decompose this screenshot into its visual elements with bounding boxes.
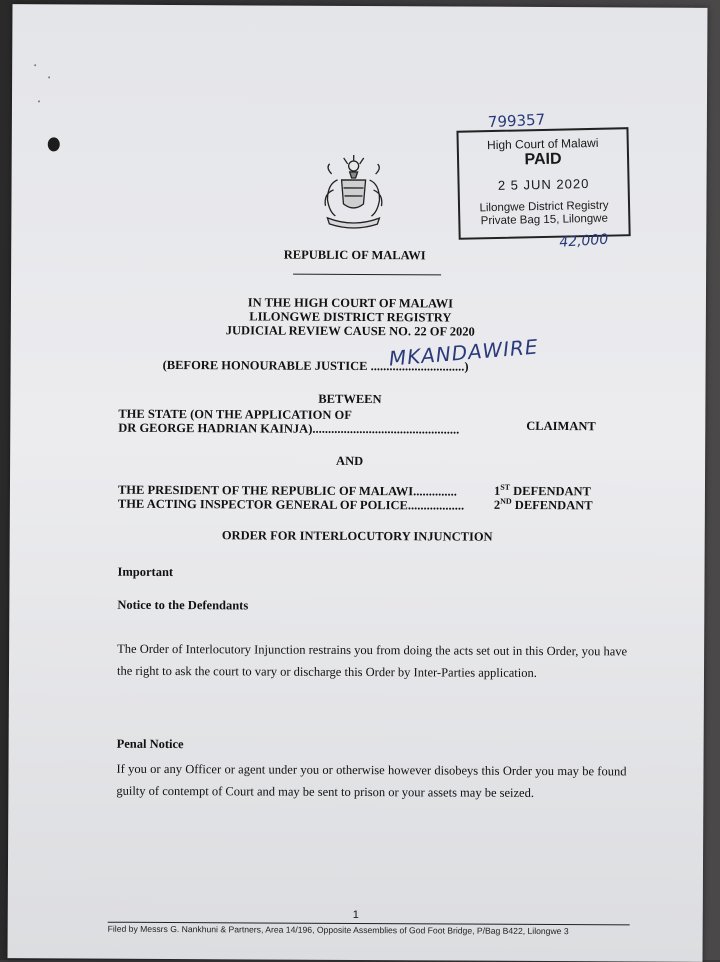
document-page <box>8 4 708 962</box>
receipt-number: 799357 <box>487 110 546 132</box>
heading-rule <box>293 274 441 276</box>
court-heading: IN THE HIGH COURT OF MALAWI <box>247 295 454 311</box>
republic-heading: REPUBLIC OF MALAWI <box>283 247 426 263</box>
justice-handwritten-name: MKANDAWIRE <box>387 334 540 371</box>
defendant-2: THE ACTING INSPECTOR GENERAL OF POLICE.................. <box>117 496 465 513</box>
important-label: Important <box>117 564 174 580</box>
defendant-1: THE PRESIDENT OF THE REPUBLIC OF MALAWI.............. <box>117 482 457 499</box>
penal-text: If you or any Officer or agent under you or otherwise however disobeys this Order you may be found guilty of contempt of Court and may be sent to prison or your assets may be seized. <box>116 761 627 800</box>
handwritten-amount: 42,000 <box>558 231 609 251</box>
order-title: ORDER FOR INTERLOCUTORY INJUNCTION <box>221 528 493 544</box>
paid-stamp <box>456 127 630 240</box>
registry-heading: LILONGWE DISTRICT REGISTRY <box>249 309 452 325</box>
penal-heading: Penal Notice <box>116 736 184 752</box>
coat-of-arms-icon <box>313 154 393 234</box>
stamp-address: Private Bag 15, Lilongwe <box>480 212 609 228</box>
defendant-1-role: 1ST DEFENDANT <box>493 482 591 499</box>
notice-text: The Order of Interlocutory Injunction restrains you from doing the acts set out in this Order, you have the right to ask the court to vary or discharge this Order by Inter-Parties application. <box>116 641 628 680</box>
paper-speck <box>34 64 36 66</box>
between-label: BETWEEN <box>318 391 382 407</box>
paper-speck <box>48 76 50 78</box>
stamp-registry: Lilongwe District Registry <box>479 199 609 215</box>
stamp-status: PAID <box>524 150 562 169</box>
claimant-line-1: THE STATE (ON THE APPLICATION OF <box>118 406 352 422</box>
before-justice: (BEFORE HONOURABLE JUSTICE ..............................) <box>162 357 469 374</box>
page-number: 1 <box>352 908 359 922</box>
stamp-court: High Court of Malawi <box>486 135 599 153</box>
punch-hole <box>48 137 60 151</box>
cause-number: JUDICIAL REVIEW CAUSE NO. 22 OF 2020 <box>225 323 475 339</box>
claimant-line-2: DR GEORGE HADRIAN KAINJA)............................................... <box>118 420 460 437</box>
and-label: AND <box>336 453 364 469</box>
notice-heading: Notice to the Defendants <box>117 597 249 613</box>
paper-speck <box>38 100 40 102</box>
footer-filed-by: Filed by Messrs G. Nankhuni & Partners, Area 14/196, Opposite Assemblies of God Foot Bridge, P/Bag B422, Lilongwe 3 <box>107 923 569 937</box>
defendant-2-role: 2ND DEFENDANT <box>493 496 593 513</box>
stamp-date: 2 5 JUN 2020 <box>497 176 590 193</box>
claimant-role: CLAIMANT <box>526 418 596 434</box>
